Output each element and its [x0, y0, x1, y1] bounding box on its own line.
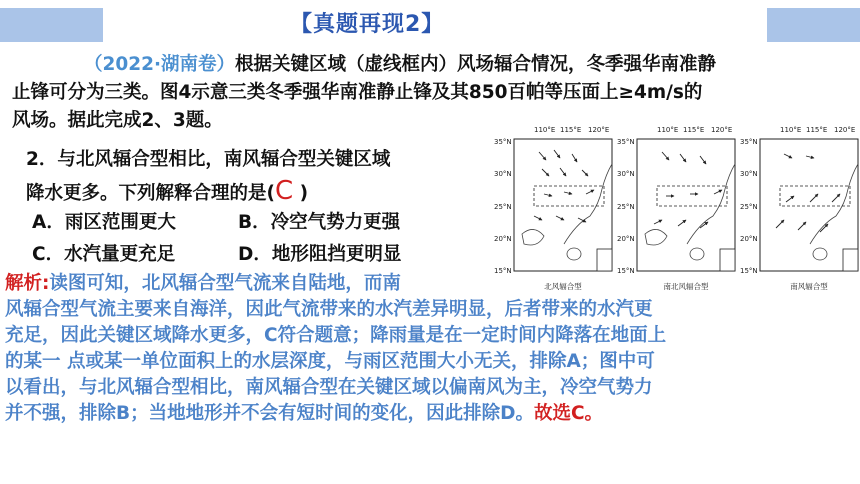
key-region-box [780, 186, 850, 206]
analysis-line-1: 解析:读图可知，北风辐合型气流来自陆地，而南 [5, 273, 401, 294]
analysis-line-2: 风辐合型气流主要来自海洋，因此气流带来的水汽差异明显，后者带来的水汽更 [5, 299, 653, 320]
analysis-line-5: 以看出，与北风辐合型相比，南风辐合型在关键区域以偏南风为主，冷空气势力 [5, 377, 653, 398]
lat-label: 35°N [494, 138, 512, 146]
lat-label: 30°N [494, 170, 512, 178]
lat-label: 35°N [740, 138, 758, 146]
contour [645, 229, 667, 245]
option-d: D．地形阻挡更明显 [238, 244, 402, 265]
lon-label: 110°E [657, 126, 679, 134]
island [567, 248, 581, 260]
lon-label: 115°E [683, 126, 705, 134]
option-a: A．雨区范围更大 [32, 212, 176, 233]
wind-field-maps [494, 124, 860, 296]
inset-map [597, 249, 612, 271]
inset-map [720, 249, 735, 271]
intro-line-3: 风场。据此完成2、3题。 [12, 110, 223, 131]
map-caption-south: 南风辐合型 [790, 282, 828, 291]
analysis-label: 解析: [5, 273, 50, 294]
intro-line-1: （2022·湖南卷）根据关键区域（虚线框内）风场辐合情况，冬季强华南准静 [84, 54, 717, 75]
key-region-box [534, 186, 604, 206]
lat-label: 20°N [740, 235, 758, 243]
island [690, 248, 704, 260]
lat-label: 30°N [740, 170, 758, 178]
wind-arrows [534, 150, 840, 232]
analysis-line-6: 并不强，排除B；当地地形并不会有短时间的变化，因此排除D。故选C。 [5, 403, 604, 424]
lat-label: 15°N [617, 267, 635, 275]
header-bar-left [0, 8, 103, 42]
coastline [810, 164, 858, 244]
lon-label: 120°E [834, 126, 856, 134]
lat-label: 35°N [617, 138, 635, 146]
analysis-line-4: 的某一 点或某一单位面积上的水层深度，与雨区范围大小无关，排除A；图中可 [5, 351, 655, 372]
option-c: C．水汽量更充足 [32, 244, 176, 265]
page-title: 【真题再现2】 [290, 12, 445, 37]
island [813, 248, 827, 260]
analysis-line-3: 充足，因此关键区域降水更多，C符合题意；降雨量是在一定时间内降落在地面上 [5, 325, 667, 346]
lon-label: 115°E [806, 126, 828, 134]
lat-label: 20°N [617, 235, 635, 243]
header-bar-right [767, 8, 860, 42]
intro-line-2: 止锋可分为三类。图4示意三类冬季强华南准静止锋及其850百帕等压面上≥4m/s的 [12, 82, 703, 103]
map-caption-north: 北风辐合型 [544, 282, 582, 291]
question-line-2: 降水更多。下列解释合理的是(C ) [26, 176, 309, 206]
option-b: B．冷空气势力更强 [238, 212, 401, 233]
lat-label: 15°N [494, 267, 512, 275]
lat-label: 25°N [740, 203, 758, 211]
lon-label: 115°E [560, 126, 582, 134]
lat-label: 30°N [617, 170, 635, 178]
lat-label: 20°N [494, 235, 512, 243]
lon-label: 120°E [588, 126, 610, 134]
lat-label: 25°N [617, 203, 635, 211]
lon-label: 110°E [780, 126, 802, 134]
lon-label: 120°E [711, 126, 733, 134]
conclusion: 故选C。 [533, 403, 604, 424]
lat-label: 15°N [740, 267, 758, 275]
contour [522, 229, 544, 245]
inset-map [843, 249, 858, 271]
map-caption-north-south: 南北风辐合型 [663, 282, 709, 291]
answer-mark: C [274, 176, 294, 206]
coastline [687, 164, 735, 244]
question-line-1: 2．与北风辐合型相比，南风辐合型关键区域 [26, 149, 391, 170]
lat-label: 25°N [494, 203, 512, 211]
lon-label: 110°E [534, 126, 556, 134]
source-label: （2022·湖南卷） [84, 54, 236, 75]
